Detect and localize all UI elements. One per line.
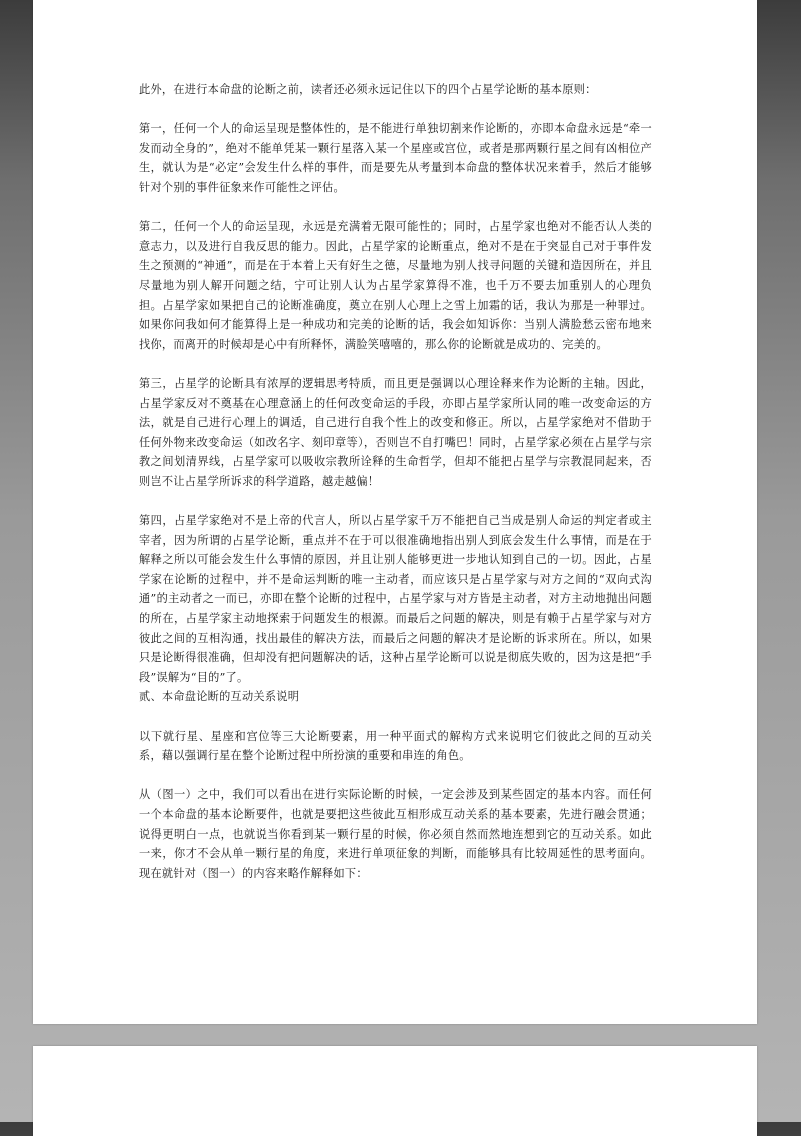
next-document-page xyxy=(33,1046,757,1136)
principle-three-paragraph: 第三，占星学的论断具有浓厚的逻辑思考特质，而且更是强调以心理诠释来作为论断的主轴。因此，占星学家反对不奠基在心理意涵上的任何改变命运的手段，亦即占星学家所认同的唯一改变命运的方法，就是自己进行心理上的调适，自己进行自我个性上的改变和修正。所以，占星学家绝对不借助于任何外物来改变命运（如改名字、刻印章等），否则岂不自打嘴巴！同时，占星学家必须在占星学与宗教之间划清界线，占星学家可以吸收宗教所诠释的生命哲学，但却不能把占星学与宗教混同起来，否则岂不让占星学所诉求的科学道路，越走越偏！ xyxy=(139,376,652,488)
figure-one-paragraph: 从（图一）之中，我们可以看出在进行实际论断的时候，一定会涉及到某些固定的基本内容。而任何一个本命盘的基本论断要件，也就是要把这些彼此互相形成互动关系的基本要素，先进行融会贯通；说得更明白一点，也就说当你看到某一颗行星的时候，你必须自然而然地连想到它的互动关系。如此一来，你才不会从单一颗行星的角度，来进行单项征象的判断，而能够具有比较周延性的思考面向。现在就针对（图一）的内容来略作解释如下： xyxy=(139,788,652,880)
principle-four-paragraph: 第四，占星学家绝对不是上帝的代言人，所以占星学家千万不能把自己当成是别人命运的判定者或主宰者，因为所谓的占星学论断，重点并不在于可以很准确地指出别人到底会发生什么事情，而是在于解释之所以可能会发生什么事情的原因，并且让别人能够更进一步地认知到自己的一切。因此，占星学家在论断的过程中，并不是命运判断的唯一主动者，而应该只是占星学家与对方之间的“双向式沟通”的主动者之一而已，亦即在整个论断的过程中，占星学家与对方皆是主动者，对方主动地抛出问题的所在，占星学家主动地探索于问题发生的根源。而最后之问题的解决，则是有赖于占星学家与对方彼此之间的互相沟通，找出最佳的解决方法，而最后之问题的解决才是论断的诉求所在。所以，如果只是论断得很准确，但却没有把问题解决的话，这种占星学论断可以说是彻底失败的，因为这是把“手段”误解为“目的”了。 xyxy=(139,514,652,684)
interaction-intro-paragraph: 以下就行星、星座和宫位等三大论断要素，用一种平面式的解构方式来说明它们彼此之间的互动关系，藉以强调行星在整个论断过程中所扮演的重要和串连的角色。 xyxy=(139,729,652,763)
principle-two-paragraph: 第二，任何一个人的命运呈现，永远是充满着无限可能性的；同时，占星学家也绝对不能否认人类的意志力，以及进行自我反思的能力。因此，占星学家的论断重点，绝对不是在于突显自己对于事件发生之预测的“神通”，而是在于本着上天有好生之德，尽量地为别人找寻问题的关键和造因所在，并且尽量地为别人解开问题之结，宁可让别人认为占星学家算得不准，也千万不要去加重别人的心理负担。占星学家如果把自己的论断准确度，奠立在别人心理上之雪上加霜的话，我认为那是一种罪过。如果你问我如何才能算得上是一种成功和完美的论断的话，我会如知诉你：当别人满脸愁云密布地来找你，而离开的时候却是心中有所释怀，满脸笑嘻嘻的，那么你的论断就是成功的、完美的。 xyxy=(139,220,652,351)
principle-one-paragraph: 第一，任何一个人的命运呈现是整体性的，是不能进行单独切割来作论断的，亦即本命盘永远是“牵一发而动全身的”，绝对不能单凭某一颗行星落入某一个星座或宫位，或者是那两颗行星之间有凶相位产生，就认为是“必定”会发生什么样的事件，而是要先从考量到本命盘的整体状况来着手，然后才能够针对个别的事件征象来作可能性之评估。 xyxy=(139,122,652,194)
section-heading: 贰、本命盘论断的互动关系说明 xyxy=(139,690,300,704)
document-page xyxy=(33,0,757,1024)
page-text-body xyxy=(139,80,652,903)
intro-paragraph: 此外，在进行本命盘的论断之前，读者还必须永远记住以下的四个占星学论断的基本原则： xyxy=(139,83,597,96)
